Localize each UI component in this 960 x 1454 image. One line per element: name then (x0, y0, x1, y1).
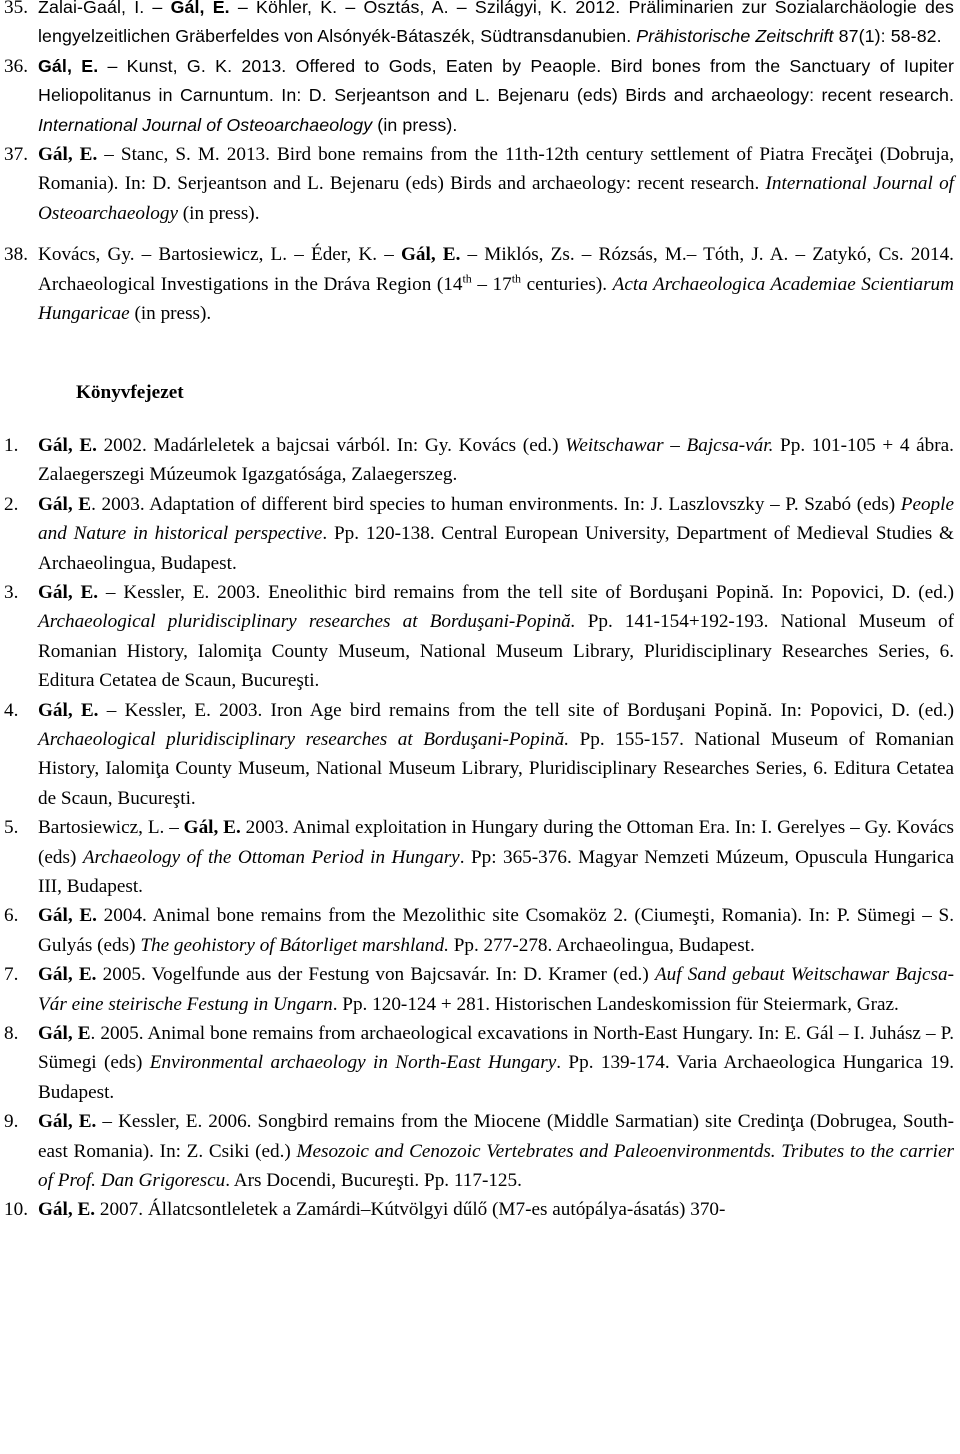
author-name-bold: Gál, E. (38, 964, 97, 986)
publication-title: International Journal of Osteoarchaeology (38, 114, 373, 135)
reference-text-part: 2004. Animal bone remains from the Mezolithic site Csomaköz 2. (Ciumeşti, Romania). In: P. Sümegi – S. Gulyás (eds) (38, 905, 954, 956)
reference-entry (4, 1107, 954, 1195)
reference-text (38, 431, 954, 490)
author-name-bold: Gál, E (38, 1023, 91, 1044)
reference-text-part: . 2003. Adaptation of different bird species to human environments. In: J. Laszlovszky – P. Szabó (eds) (91, 493, 901, 515)
reference-text (38, 901, 954, 960)
reference-text (38, 578, 954, 696)
reference-text-part: – Köhler, K. – Osztás, A. – Szilágyi, K. 2012. Präliminarien zur Sozialarchäologie des lengyelzeitlichen Gräberfeldes von Alsónyék-Bátaszék, Südtransdanubien. (38, 0, 954, 47)
author-name-bold: Gál, E. (38, 1111, 97, 1133)
reference-text-part: . Pp. 139-174. Varia Archaeologica Hungarica 19. Budapest. (38, 1052, 954, 1103)
reference-text-part: Pp. 155-157. National Museum of Romanian History, Ialomiţa County Museum, National Museum Library, Pluridisciplinary Researches Series, 6. Editura Cetatea de Scaun, Bucureşti. (38, 728, 954, 809)
reference-text-part: – Stanc, S. M. 2013. Bird bone remains from the 11th-12th century settlement of Piatra Frecăţei (Dobruja, Romania). In: D. Serjeantson and L. Bejenaru (eds) Birds and archaeology: recent research. (38, 144, 954, 195)
reference-text-part: (in press). (129, 303, 212, 325)
reference-text-part: 2007. Állatcsontleletek a Zamárdi–Kútvölgyi dűlő (M7-es autópálya-ásatás) 370- (95, 1199, 726, 1221)
reference-text (38, 240, 954, 328)
reference-text-part: 87(1): 58-82. (833, 26, 942, 47)
reference-text-part: . Pp: 365-376. Magyar Nemzeti Múzeum, Opuscula Hungarica III, Budapest. (38, 846, 955, 897)
reference-text (38, 813, 954, 901)
publication-title: Environmental archaeology in North-East Hungary (149, 1052, 557, 1074)
author-name-bold: Gál, E. (38, 434, 97, 456)
reference-text-part: Pp. 141-154+192-193. National Museum of Romanian History, Ialomiţa County Museum, National Museum Library, Pluridisciplinary Researches Series, 6. Editura Cetatea de Scaun, Bucureşti. (38, 611, 954, 692)
reference-text (38, 52, 954, 140)
reference-number: 6. (4, 905, 19, 927)
reference-text-part: (in press). (177, 202, 260, 224)
publication-title: Archaeological pluridisciplinary researches at Borduşani-Popină. (38, 728, 570, 750)
publication-title: Mesozoic and Cenozoic Vertebrates and Paleoenvironmentds. Tributes to the carrier of Prof. Dan Grigorescu (38, 1140, 954, 1192)
reference-number: 8. (4, 1023, 19, 1044)
reference-text-part: Zalai-Gaál, I. – (38, 0, 171, 17)
publication-title: Archaeology of the Ottoman Period in Hungary (82, 846, 460, 868)
reference-text-part: 2003. Animal exploitation in Hungary during the Ottoman Era. In: I. Gerelyes – Gy. Kovács (eds) (38, 817, 954, 868)
reference-text-part: . 2005. Animal bone remains from archaeological excavations in North-East Hungary. In: E. Gál – I. Juhász – P. Sümegi (eds) (38, 1023, 954, 1074)
reference-text-part: – Kessler, E. 2003. Eneolithic bird remains from the tell site of Borduşani Popină. In: Popovici, D. (ed.) (98, 581, 954, 603)
author-name-bold: Gál, E. (38, 1199, 96, 1221)
reference-text (38, 696, 954, 814)
reference-number: 4. (4, 699, 19, 721)
publication-title: Weitschawar – Bajcsa-vár. (565, 434, 774, 456)
author-name-bold: Gál, E. (38, 699, 99, 721)
reference-text-part: (in press). (372, 114, 458, 135)
reference-number: 10. (4, 1199, 28, 1221)
reference-text (38, 140, 954, 228)
reference-number: 7. (4, 964, 19, 986)
publication-title: Auf Sand gebaut Weitschawar Bajcsa-Vár eine steirische Festung in Ungarn (38, 964, 954, 1015)
author-name-bold: Gál, E. (183, 817, 241, 839)
reference-number: 9. (4, 1111, 19, 1133)
reference-entry (4, 0, 954, 52)
reference-entry (4, 1195, 954, 1224)
publication-title: Acta Archaeologica Academiae Scientiarum Hungaricae (38, 273, 955, 325)
reference-number: 3. (4, 581, 19, 603)
reference-text-part: 2002. Madárleletek a bajcsai várból. In: Gy. Kovács (ed.) (96, 434, 566, 456)
author-name-bold: Gál, E. (38, 905, 97, 927)
superscript: th (462, 271, 472, 286)
reference-entry (4, 901, 954, 960)
publication-title: The geohistory of Bátorliget marshland. (140, 934, 449, 956)
reference-entry (4, 240, 954, 328)
reference-number: 2. (4, 493, 19, 515)
publication-title: Prähistorische Zeitschrift (636, 26, 834, 47)
reference-number: 36. (4, 55, 28, 77)
reference-entry (4, 960, 954, 1019)
reference-text (38, 960, 954, 1019)
reference-text-part: centuries). (521, 273, 613, 295)
author-name-bold: Gál, E. (38, 144, 98, 166)
reference-text (38, 1019, 954, 1107)
reference-text (38, 490, 954, 578)
reference-text-part: Bartosiewicz, L. – (38, 817, 184, 839)
publication-title: International Journal of Osteoarchaeology (38, 173, 955, 224)
reference-entry (4, 696, 954, 814)
reference-number: 5. (4, 817, 19, 839)
reference-entry (4, 813, 954, 901)
author-name-bold: Gál, E. (400, 244, 461, 266)
author-name-bold: Gál, E. (170, 0, 230, 17)
publication-title: People and Nature in historical perspective (38, 493, 954, 545)
reference-text-part: Pp. 277-278. Archaeolingua, Budapest. (448, 934, 755, 956)
reference-entry (4, 52, 954, 140)
reference-text-part: . Ars Docendi, Bucureşti. Pp. 117-125. (225, 1170, 522, 1192)
reference-text (38, 0, 954, 52)
reference-number: 38. (4, 244, 28, 266)
reference-entry (4, 490, 954, 578)
author-name-bold: Gál, E. (38, 55, 99, 76)
author-name-bold: Gál, E (38, 493, 92, 515)
journal-article-list (0, 0, 960, 328)
reference-text-part: Pp. 101-105 + 4 ábra. Zalaegerszegi Múzeumok Igazgatósága, Zalaegerszeg. (38, 434, 954, 486)
reference-text-part: – Kessler, E. 2006. Songbird remains from the Miocene (Middle Sarmatian) site Credinţa (Dobrugea, South-east Romania). In: Z. Csiki (ed.) (38, 1111, 954, 1162)
reference-number: 1. (4, 434, 19, 456)
reference-entry (4, 578, 954, 696)
publication-title: Archaeological pluridisciplinary researches at Borduşani-Popină. (38, 611, 576, 633)
reference-text-part: 2005. Vogelfunde aus der Festung von Bajcsavár. In: D. Kramer (ed.) (96, 964, 655, 986)
reference-text-part: . Pp. 120-124 + 281. Historischen Landeskomission für Steiermark, Graz. (332, 993, 899, 1015)
reference-entry (4, 140, 954, 228)
section-heading: Könyvfejezet (76, 382, 184, 404)
reference-text-part: – Kunst, G. K. 2013. Offered to Gods, Eaten by Peaople. Bird bones from the Sanctuary of Iupiter Heliopolitanus in Carnuntum. In: D. Serjeantson and L. Bejenaru (eds) Birds and archaeology: recent research. (38, 55, 954, 106)
reference-text-part: – 17 (471, 273, 512, 295)
reference-entry (4, 431, 954, 490)
reference-text (38, 1195, 954, 1224)
superscript: th (511, 271, 522, 286)
reference-number: 35. (4, 0, 28, 18)
author-name-bold: Gál, E. (38, 581, 99, 603)
reference-text (38, 1107, 954, 1195)
reference-number: 37. (4, 144, 28, 166)
book-chapter-list (0, 431, 960, 1225)
reference-text-part: – Miklós, Zs. – Rózsás, M.– Tóth, J. A. – Zatykó, Cs. 2014. Archaeological Investigations in the Dráva Region (14 (38, 244, 954, 295)
reference-text-part: Kovács, Gy. – Bartosiewicz, L. – Éder, K. – (38, 244, 401, 266)
reference-text-part: . Pp. 120-138. Central European University, Department of Medieval Studies & Archaeolingua, Budapest. (38, 523, 954, 574)
reference-text-part: – Kessler, E. 2003. Iron Age bird remains from the tell site of Borduşani Popină. In: Popovici, D. (ed.) (98, 699, 954, 721)
reference-entry (4, 1019, 954, 1107)
